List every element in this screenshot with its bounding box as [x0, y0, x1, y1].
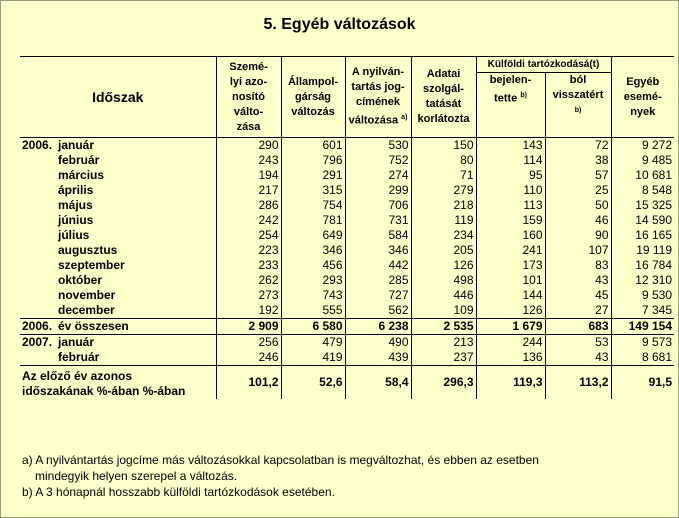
period-cell — [20, 138, 216, 154]
value-cell: 109 — [411, 303, 476, 319]
month-label: június — [58, 213, 94, 227]
table-row — [20, 303, 674, 319]
footnote-a-continued: mindegyik helyen szerepel a változás. — [35, 469, 238, 483]
value-cell: 315 — [281, 183, 345, 198]
value-cell: 101 — [476, 273, 545, 288]
period-cell — [20, 198, 216, 213]
value-cell: 119 — [411, 213, 476, 228]
table-row — [20, 183, 674, 198]
footnotes — [22, 452, 539, 500]
total-value-cell: 6 580 — [281, 319, 345, 335]
period-cell — [20, 183, 216, 198]
value-cell: 57 — [545, 168, 611, 183]
value-cell: 126 — [411, 258, 476, 273]
value-cell: 233 — [216, 258, 281, 273]
period-cell — [20, 273, 216, 288]
month-label: október — [58, 273, 103, 287]
value-cell: 479 — [281, 335, 345, 351]
value-cell: 234 — [411, 228, 476, 243]
value-cell: 273 — [216, 288, 281, 303]
table-row — [20, 228, 674, 243]
period-cell — [20, 243, 216, 258]
value-cell: 498 — [411, 273, 476, 288]
percent-value-cell: 58,4 — [345, 366, 411, 400]
value-cell: 71 — [411, 168, 476, 183]
value-cell: 439 — [345, 350, 411, 366]
data-table — [20, 56, 674, 399]
period-cell — [20, 258, 216, 273]
value-cell: 218 — [411, 198, 476, 213]
table-row — [20, 138, 674, 154]
table-row — [20, 288, 674, 303]
value-cell: 279 — [411, 183, 476, 198]
period-cell — [20, 303, 216, 319]
value-cell: 14 590 — [611, 213, 674, 228]
percent-value-cell: 296,3 — [411, 366, 476, 400]
percent-value-cell: 52,6 — [281, 366, 345, 400]
value-cell: 10 681 — [611, 168, 674, 183]
month-label: szeptember — [58, 258, 125, 272]
percent-value-cell: 119,3 — [476, 366, 545, 400]
value-cell: 16 165 — [611, 228, 674, 243]
value-cell: 727 — [345, 288, 411, 303]
value-cell: 346 — [345, 243, 411, 258]
total-value-cell: 149 154 — [611, 319, 674, 335]
value-cell: 144 — [476, 288, 545, 303]
percent-row — [20, 366, 674, 400]
value-cell: 9 272 — [611, 138, 674, 154]
value-cell: 15 325 — [611, 198, 674, 213]
table-row — [20, 273, 674, 288]
footnote-a: a) A nyilvántartás jogcíme más változásokkal kapcsolatban is megváltozhat, és ebben az esetben — [22, 453, 539, 467]
value-cell: 7 345 — [611, 303, 674, 319]
month-label: április — [58, 183, 94, 197]
value-cell: 16 784 — [611, 258, 674, 273]
value-cell: 80 — [411, 153, 476, 168]
value-cell: 107 — [545, 243, 611, 258]
month-label: január — [58, 138, 95, 152]
value-cell: 150 — [411, 138, 476, 154]
total-label: év összesen — [58, 319, 129, 333]
table-row — [20, 335, 674, 351]
value-cell: 205 — [411, 243, 476, 258]
table-row — [20, 243, 674, 258]
value-cell: 53 — [545, 335, 611, 351]
value-cell: 72 — [545, 138, 611, 154]
total-value-cell: 2 535 — [411, 319, 476, 335]
value-cell: 346 — [281, 243, 345, 258]
value-cell: 237 — [411, 350, 476, 366]
value-cell: 706 — [345, 198, 411, 213]
total-label-cell — [20, 319, 216, 335]
table-row — [20, 258, 674, 273]
value-cell: 43 — [545, 273, 611, 288]
value-cell: 649 — [281, 228, 345, 243]
value-cell: 83 — [545, 258, 611, 273]
value-cell: 743 — [281, 288, 345, 303]
value-cell: 8 548 — [611, 183, 674, 198]
percent-value-cell: 91,5 — [611, 366, 674, 400]
value-cell: 285 — [345, 273, 411, 288]
percent-label-line2: időszakának %-ában %-ában — [22, 384, 186, 398]
value-cell: 95 — [476, 168, 545, 183]
value-cell: 27 — [545, 303, 611, 319]
value-cell: 12 310 — [611, 273, 674, 288]
percent-value-cell: 113,2 — [545, 366, 611, 400]
total-row — [20, 319, 674, 335]
value-cell: 194 — [216, 168, 281, 183]
period-cell — [20, 228, 216, 243]
percent-label-line1: Az előző év azonos — [22, 369, 133, 383]
period-cell — [20, 288, 216, 303]
value-cell: 254 — [216, 228, 281, 243]
value-cell: 262 — [216, 273, 281, 288]
value-cell: 90 — [545, 228, 611, 243]
value-cell: 192 — [216, 303, 281, 319]
month-label: március — [58, 168, 105, 182]
value-cell: 126 — [476, 303, 545, 319]
header-registration-change: A nyilván- tartás jog- címének változása $^{a)}$ — [345, 57, 411, 138]
value-cell: 114 — [476, 153, 545, 168]
value-cell: 8 681 — [611, 350, 674, 366]
value-cell: 754 — [281, 198, 345, 213]
page-title: 5. Egyéb változások — [263, 16, 416, 33]
value-cell: 217 — [216, 183, 281, 198]
period-header: Időszak — [20, 57, 216, 138]
period-cell — [20, 350, 216, 366]
value-cell: 241 — [476, 243, 545, 258]
value-cell: 752 — [345, 153, 411, 168]
value-cell: 223 — [216, 243, 281, 258]
header-reported: bejelen- tette $^{b)}$ — [476, 73, 545, 138]
total-value-cell: 2 909 — [216, 319, 281, 335]
value-cell: 9 530 — [611, 288, 674, 303]
period-cell — [20, 213, 216, 228]
table-row — [20, 198, 674, 213]
value-cell: 781 — [281, 213, 345, 228]
value-cell: 442 — [345, 258, 411, 273]
header-returned: ból visszatért $^{b)}$ — [545, 73, 611, 138]
value-cell: 274 — [345, 168, 411, 183]
value-cell: 38 — [545, 153, 611, 168]
value-cell: 110 — [476, 183, 545, 198]
period-cell — [20, 335, 216, 351]
value-cell: 43 — [545, 350, 611, 366]
value-cell: 46 — [545, 213, 611, 228]
value-cell: 243 — [216, 153, 281, 168]
value-cell: 9 573 — [611, 335, 674, 351]
value-cell: 242 — [216, 213, 281, 228]
header-foreign-stay: Külföldi tartózkodásá(t) — [476, 57, 611, 73]
header-id-change: Szemé- lyi azo- nosító válto- zása — [216, 57, 281, 138]
value-cell: 9 485 — [611, 153, 674, 168]
value-cell: 446 — [411, 288, 476, 303]
value-cell: 530 — [345, 138, 411, 154]
value-cell: 731 — [345, 213, 411, 228]
value-cell: 601 — [281, 138, 345, 154]
value-cell: 244 — [476, 335, 545, 351]
percent-label-cell — [20, 366, 216, 400]
month-label: február — [58, 153, 100, 167]
value-cell: 796 — [281, 153, 345, 168]
value-cell: 246 — [216, 350, 281, 366]
year-label: 2006. — [22, 319, 53, 333]
value-cell: 113 — [476, 198, 545, 213]
value-cell: 286 — [216, 198, 281, 213]
value-cell: 19 119 — [611, 243, 674, 258]
period-cell — [20, 168, 216, 183]
footnote-b: b) A 3 hónapnál hosszabb külföldi tartózkodások esetében. — [22, 485, 335, 499]
total-value-cell: 683 — [545, 319, 611, 335]
value-cell: 160 — [476, 228, 545, 243]
value-cell: 136 — [476, 350, 545, 366]
value-cell: 293 — [281, 273, 345, 288]
month-label: február — [58, 350, 100, 364]
value-cell: 584 — [345, 228, 411, 243]
table-row — [20, 168, 674, 183]
total-value-cell: 1 679 — [476, 319, 545, 335]
value-cell: 25 — [545, 183, 611, 198]
value-cell: 50 — [545, 198, 611, 213]
table-row — [20, 153, 674, 168]
value-cell: 456 — [281, 258, 345, 273]
value-cell: 256 — [216, 335, 281, 351]
value-cell: 290 — [216, 138, 281, 154]
value-cell: 562 — [345, 303, 411, 319]
month-label: július — [58, 228, 90, 242]
year-label: 2006. — [22, 138, 53, 152]
value-cell: 291 — [281, 168, 345, 183]
header-citizenship-change: Állampol- gárság változás — [281, 57, 345, 138]
value-cell: 173 — [476, 258, 545, 273]
month-label: május — [58, 198, 93, 212]
value-cell: 555 — [281, 303, 345, 319]
period-cell — [20, 153, 216, 168]
header-data-restriction: Adatai szolgál- tatását korlátozta — [411, 57, 476, 138]
month-label: január — [58, 335, 95, 349]
value-cell: 299 — [345, 183, 411, 198]
value-cell: 45 — [545, 288, 611, 303]
month-label: augusztus — [58, 243, 118, 257]
value-cell: 419 — [281, 350, 345, 366]
month-label: december — [58, 303, 115, 317]
table-row — [20, 213, 674, 228]
table-row — [20, 350, 674, 366]
value-cell: 159 — [476, 213, 545, 228]
year-label: 2007. — [22, 335, 53, 349]
total-value-cell: 6 238 — [345, 319, 411, 335]
percent-value-cell: 101,2 — [216, 366, 281, 400]
header-other-events: Egyéb esemé- nyek — [611, 57, 674, 138]
value-cell: 213 — [411, 335, 476, 351]
month-label: november — [58, 288, 116, 302]
value-cell: 490 — [345, 335, 411, 351]
value-cell: 143 — [476, 138, 545, 154]
